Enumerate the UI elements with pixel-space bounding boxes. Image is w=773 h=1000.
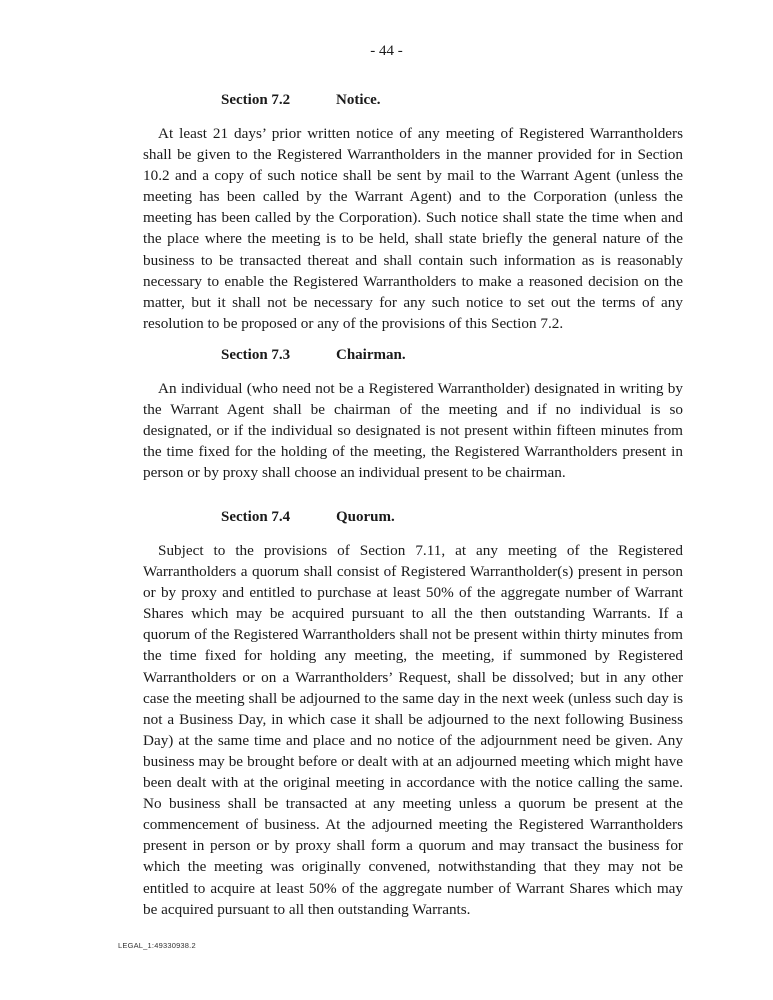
section-number: Section 7.3 xyxy=(221,347,291,363)
section-body: An individual (who need not be a Registered Warrantholder) designated in writing by the Warrant Agent shall be chairman of the meeting and if no individual is so designated, or if the individual so designated is not present within fifteen minutes from the time fixed for the holding of the meeting, the Registered Warrantholders present in person or by proxy shall choose an individual present to be chairman. xyxy=(143,380,683,482)
section-number: Section 7.2 xyxy=(221,92,291,108)
section-body: Subject to the provisions of Section 7.11, at any meeting of the Registered Warrantholders a quorum shall consist of Registered Warrantholder(s) present in person or by proxy and entitled to purchase at least 50% of the aggregate number of Warrant Shares which may be acquired pursuant to all the then outstanding Warrants. If a quorum of the Registered Warrantholders shall not be present within thirty minutes from the time fixed for holding any meeting, the meeting, if summoned by Registered Warrantholders or on a Warrantholders’ Request, shall be dissolved; but in any other case the meeting shall be adjourned to the same day in the next week (unless such day is not a Business Day, in which case it shall be adjourned to the next following Business Day) at the same time and place and no notice of the adjournment need be given. Any business may be brought before or dealt with at an adjourned meeting which might have been dealt with at the original meeting in accordance with the notice calling the same. No business shall be transacted at any meeting unless a quorum be present at the commencement of business. At the adjourned meeting the Registered Warrantholders present in person or by proxy shall form a quorum and may transact the business for which the meeting was originally convened, notwithstanding that they may not be entitled to acquire at least 50% of the aggregate number of Warrant Shares which may be acquired pursuant to all then outstanding Warrants. xyxy=(143,542,683,918)
document-footer-id: LEGAL_1:49330938.2 xyxy=(118,941,196,950)
section-body: At least 21 days’ prior written notice of any meeting of Registered Warrantholders shall be given to the Registered Warrantholders in the manner provided for in Section 10.2 and a copy of such notice shall be sent by mail to the Warrant Agent (unless the meeting has been called by the Warrant Agent) and to the Corporation (unless the meeting has been called by the Corporation). Such notice shall state the time when and the place where the meeting is to be held, shall state briefly the general nature of the business to be transacted thereat and shall contain such information as is reasonably necessary to enable the Registered Warrantholders to make a reasoned decision on the matter, but it shall not be necessary for any such notice to set out the terms of any resolution to be proposed or any of the provisions of this Section 7.2. xyxy=(143,125,683,332)
section-7-4 xyxy=(143,509,683,920)
section-title: Quorum. xyxy=(336,509,395,525)
section-number: Section 7.4 xyxy=(221,509,291,525)
section-title: Chairman. xyxy=(336,347,406,363)
section-7-2 xyxy=(143,92,683,334)
section-heading xyxy=(143,509,683,531)
section-7-3 xyxy=(143,347,683,483)
page-number: - 44 - xyxy=(370,43,403,59)
section-heading xyxy=(143,347,683,369)
section-title: Notice. xyxy=(336,92,381,108)
section-heading xyxy=(143,92,683,114)
